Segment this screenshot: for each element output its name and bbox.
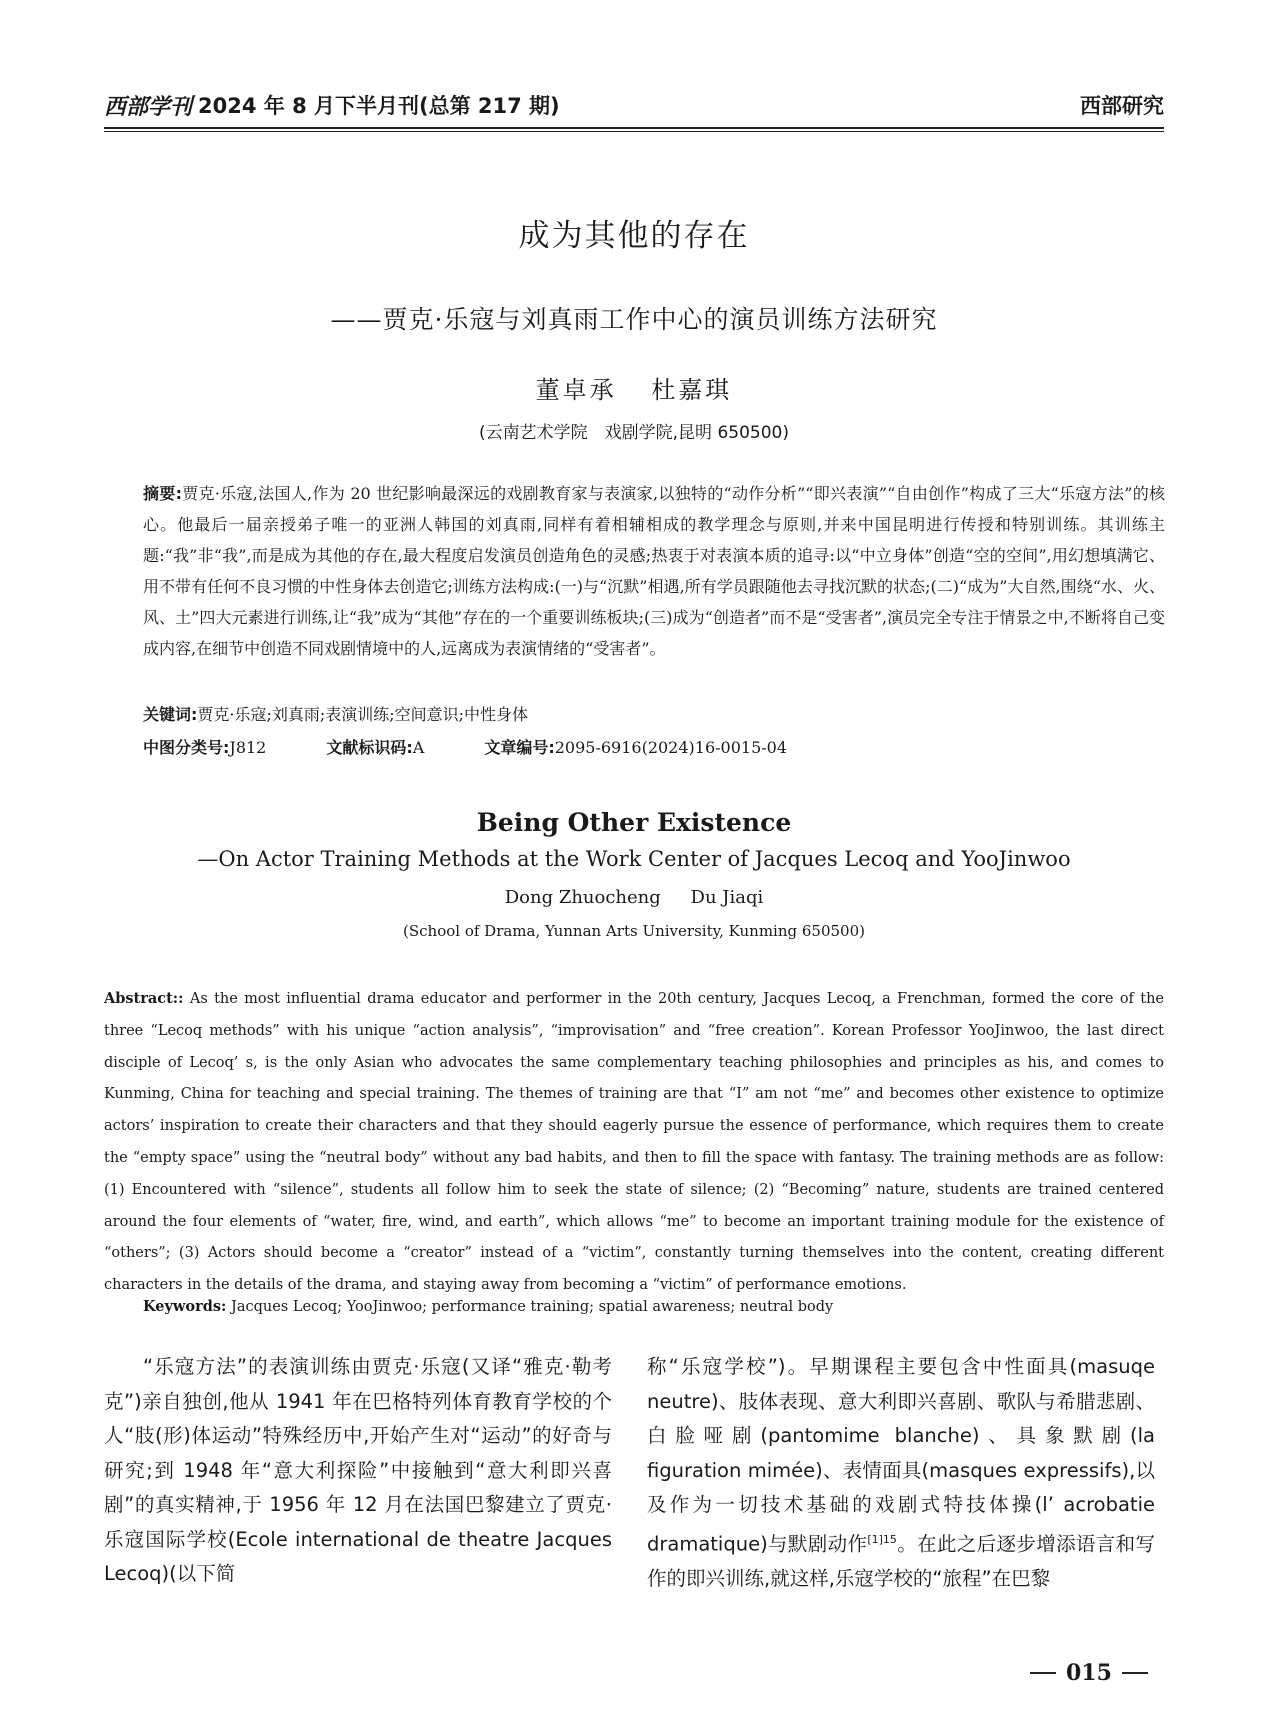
journal-logo: 西部学刊 <box>104 93 193 120</box>
body-column-left: “乐寇方法”的表演训练由贾克·乐寇(又译“雅克·勒考克”)亲自独创,他从 1941 年在巴格特列体育教育学校的个人“肢(形)体运动”特殊经历中,开始产生对“运动”的好奇与研究;到 1948 年“意大利探险”中接触到“意大利即兴喜剧”的真实精神,于 1956 年 12 月在法国巴黎建立了贾克·乐寇国际学校(Ecole international de theatre Jacques Lecoq)(以下简 <box>104 1355 612 1585</box>
page-dash-right <box>1122 1672 1148 1674</box>
header-rule-thin <box>104 131 1164 132</box>
page-number <box>1030 1660 1148 1686</box>
cn-keywords <box>143 702 1165 725</box>
cn-author-1: 董卓承 <box>535 376 617 404</box>
en-author-1: Dong Zhuocheng <box>504 887 661 908</box>
running-header <box>104 88 1164 122</box>
article-no-label: 文章编号: <box>484 738 555 757</box>
cn-affiliation: (云南艺术学院 戏剧学院,昆明 650500) <box>479 423 789 443</box>
en-affiliation: (School of Drama, Yunnan Arts University, Kunming 650500) <box>403 922 865 940</box>
clc-value: J812 <box>229 738 267 757</box>
en-title: Being Other Existence <box>476 808 792 837</box>
cn-title: 成为其他的存在 <box>518 218 750 254</box>
cn-keywords-text: 贾克·乐寇;刘真雨;表演训练;空间意识;中性身体 <box>197 705 529 724</box>
en-author-2: Du Jiaqi <box>690 887 764 908</box>
clc-number <box>143 735 266 758</box>
document-code <box>326 735 424 758</box>
cn-authors <box>104 370 1164 405</box>
classification-row <box>143 735 1165 758</box>
cn-abstract-label: 摘要: <box>143 484 182 503</box>
doc-code-value: A <box>412 738 425 757</box>
en-abstract-text: As the most influential drama educator and performer in the 20th century, Jacques Lecoq, a Frenchman, formed the core of the three “Lecoq methods” with his unique “action analysis”, “improvisation” and “free creation”. Korean Professor YooJinwoo, the last direct disciple of Lecoq’ s, is the only Asian who advocates the same complementary teaching philosophies and principles as his, and comes to Kunming, China for teaching and special training. The themes of training are that “I” am not “me” and becomes other existence to optimize actors’ inspiration to create their characters and that they should eagerly pursue the essence of performance, which requires them to create the “empty space” using the “neutral body” without any bad habits, and then to fill the space with fantasy. The training methods are as follow: (1) Encountered with “silence”, students all follow him to seek the state of silence; (2) “Becoming” nature, students are trained centered around the four elements of “water, fire, wind, and earth”, which allows “me” to become an important training module for the existence of “others”; (3) Actors should become a “creator” instead of a “victim”, constantly turning themselves into the content, creating different characters in the details of the drama, and staying away from becoming a “victim” of performance emotions. <box>104 991 1164 1294</box>
cn-keywords-label: 关键词: <box>143 705 198 724</box>
article-number <box>484 735 787 758</box>
body-right-text-a: 称“乐寇学校”)。早期课程主要包含中性面具(masuqe neutre)、肢体表现、意大利即兴喜剧、歌队与希腊悲剧、白脸哑剧(pantomime blanche)、具象默剧(la figuration mimée)、表情面具(masques expressifs),以及作为一切技术基础的戏剧式特技体操(l’ acrobatie dramatique)与默剧动作 <box>647 1355 1155 1555</box>
cn-abstract <box>143 478 1165 664</box>
en-subtitle: —On Actor Training Methods at the Work Center of Jacques Lecoq and YooJinwoo <box>197 847 1071 871</box>
cn-author-2: 杜嘉琪 <box>651 376 733 404</box>
cn-subtitle: ——贾克·乐寇与刘真雨工作中心的演员训练方法研究 <box>330 305 938 334</box>
en-keywords <box>143 1298 1165 1315</box>
en-abstract <box>104 983 1164 1302</box>
body-column-right <box>647 1350 1155 1596</box>
en-abstract-label: Abstract:: <box>104 990 184 1007</box>
page-number-value: 015 <box>1066 1660 1112 1686</box>
issue-info: 2024 年 8 月下半月刊(总第 217 期) <box>198 94 560 118</box>
article-no-value: 2095-6916(2024)16-0015-04 <box>554 738 788 757</box>
page-dash-left <box>1030 1672 1056 1674</box>
header-rule <box>104 127 1164 129</box>
clc-label: 中图分类号: <box>143 738 230 757</box>
header-left <box>104 90 560 121</box>
doc-code-label: 文献标识码: <box>326 738 413 757</box>
citation-marker: [1]15 <box>867 1532 897 1546</box>
en-authors <box>104 887 1164 908</box>
cn-abstract-text: 贾克·乐寇,法国人,作为 20 世纪影响最深远的戏剧教育家与表演家,以独特的“动作分析”“即兴表演”“自由创作”构成了三大“乐寇方法”的核心。他最后一届亲授弟子唯一的亚洲人韩国的刘真雨,同样有着相辅相成的教学理念与原则,并来中国昆明进行传授和特别训练。其训练主题:“我”非“我”,而是成为其他的存在,最大程度启发演员创造角色的灵感;热衷于对表演本质的追寻:以“中立身体”创造“空的空间”,用幻想填满它、用不带有任何不良习惯的中性身体去创造它;训练方法构成:(一)与“沉默”相遇,所有学员跟随他去寻找沉默的状态;(二)“成为”大自然,围绕“水、火、风、土”四大元素进行训练,让“我”成为“其他”存在的一个重要训练板块;(三)成为“创造者”而不是“受害者”,演员完全专注于情景之中,不断将自己变成内容,在细节中创造不同戏剧情境中的人,远离成为表演情绪的“受害者”。 <box>143 484 1165 658</box>
section-name: 西部研究 <box>1080 94 1164 118</box>
en-keywords-label: Keywords: <box>143 1298 227 1315</box>
en-keywords-text: Jacques Lecoq; YooJinwoo; performance training; spatial awareness; neutral body <box>231 1299 834 1315</box>
body-right-text-b: 。在此之后逐步增添语言和写作的即兴训练,就这样,乐寇学校的“旅程”在巴黎 <box>647 1532 1155 1590</box>
